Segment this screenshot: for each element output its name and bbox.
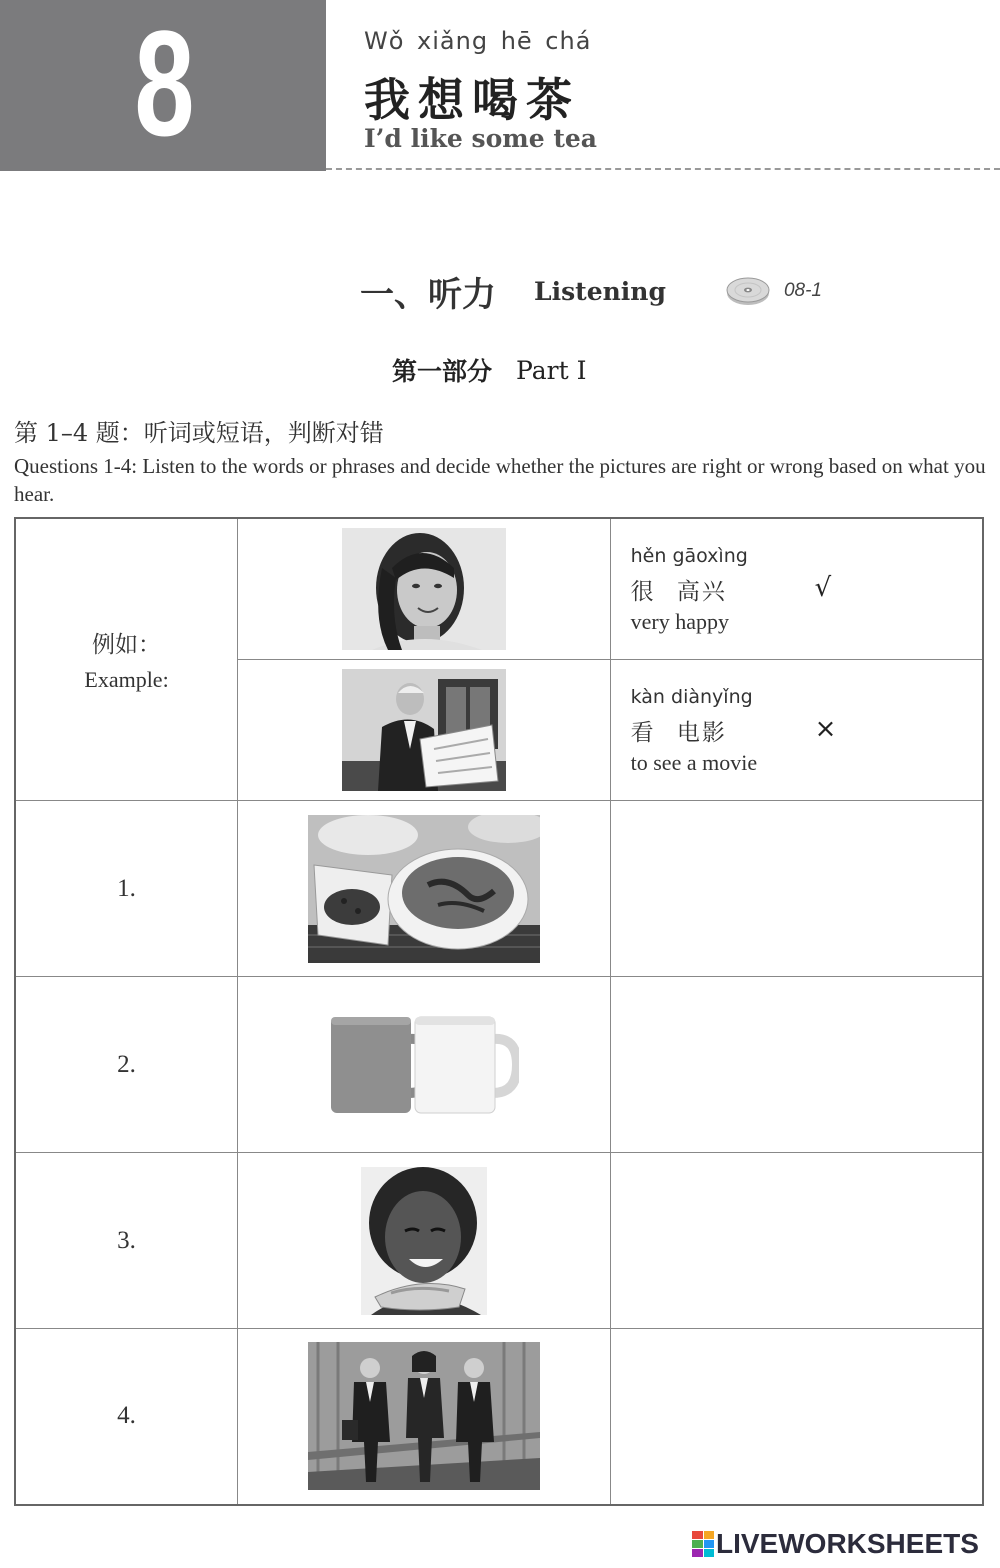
question-row xyxy=(15,1153,983,1329)
example-answer-cell-1 xyxy=(610,518,983,660)
part-title-english: Part Ⅰ xyxy=(516,355,587,385)
answer-pinyin: hěn gāoxìng xyxy=(630,545,748,567)
answer-english: very happy xyxy=(630,609,729,634)
section-heading xyxy=(360,268,822,314)
tea-picture xyxy=(308,815,540,963)
question-number-cell xyxy=(15,801,238,977)
example-label-chinese: 例如： xyxy=(92,632,162,658)
question-number-cell xyxy=(15,977,238,1153)
question-answer-cell[interactable] xyxy=(610,977,983,1153)
question-row xyxy=(15,1329,983,1505)
answer-hanzi: 很 高兴 xyxy=(630,579,727,605)
question-answer-cell[interactable] xyxy=(610,1153,983,1329)
smiling-girl-picture xyxy=(342,528,506,650)
logo-grid-icon xyxy=(692,1531,714,1557)
question-picture-cell xyxy=(238,1329,611,1505)
question-row xyxy=(15,801,983,977)
part-heading xyxy=(392,352,586,388)
example-row xyxy=(15,518,983,660)
business-people-picture xyxy=(308,1342,540,1490)
section-title-english: Listening xyxy=(534,276,666,306)
liveworksheets-logo[interactable] xyxy=(692,1528,979,1560)
question-number-cell xyxy=(15,1153,238,1329)
answer-english: to see a movie xyxy=(630,750,758,775)
example-label-cell xyxy=(15,518,238,801)
instructions-chinese: 第 1–4 题：听词或短语，判断对错 xyxy=(14,419,384,447)
question-number: 1. xyxy=(117,874,136,902)
question-number-cell xyxy=(15,1329,238,1505)
question-picture-cell xyxy=(238,1153,611,1329)
lesson-title-pinyin: Wǒ xiǎng hē chá xyxy=(364,27,592,55)
answer-hanzi: 看 电影 xyxy=(630,720,727,746)
question-number: 4. xyxy=(117,1402,136,1430)
mugs-picture xyxy=(329,1009,519,1121)
answer-pinyin: kàn diànyǐng xyxy=(630,686,753,708)
question-answer-cell[interactable] xyxy=(610,801,983,977)
lesson-header-block xyxy=(0,0,326,171)
example-label-english: Example: xyxy=(84,667,169,692)
lesson-title-hanzi: 我想喝茶 xyxy=(364,73,580,127)
lesson-number: 8 xyxy=(134,0,192,167)
check-mark: √ xyxy=(814,573,832,603)
example-picture-cell xyxy=(238,518,611,660)
track-code: 08-1 xyxy=(783,280,822,301)
man-reading-newspaper-picture xyxy=(342,669,506,791)
question-answer-cell[interactable] xyxy=(610,1329,983,1505)
woman-eating-picture xyxy=(361,1167,487,1315)
question-row xyxy=(15,977,983,1153)
header-divider xyxy=(326,168,1000,170)
question-number: 2. xyxy=(117,1050,136,1078)
part-title-hanzi: 第一部分 xyxy=(392,357,493,386)
example-picture-cell xyxy=(238,660,611,801)
question-picture-cell xyxy=(238,977,611,1153)
question-picture-cell xyxy=(238,801,611,977)
cd-icon[interactable] xyxy=(726,276,770,306)
instructions-english: Questions 1-4: Listen to the words or phrases and decide whether the pictures are right or wrong based on what you hear. xyxy=(14,454,986,506)
cross-mark: × xyxy=(814,714,837,744)
question-number: 3. xyxy=(117,1226,136,1254)
logo-text: LIVEWORKSHEETS xyxy=(716,1528,979,1559)
section-title-hanzi: 一、听力 xyxy=(360,274,496,315)
listening-table xyxy=(14,517,984,1506)
lesson-title-english: I’d like some tea xyxy=(364,124,597,153)
example-answer-cell-2 xyxy=(610,660,983,801)
